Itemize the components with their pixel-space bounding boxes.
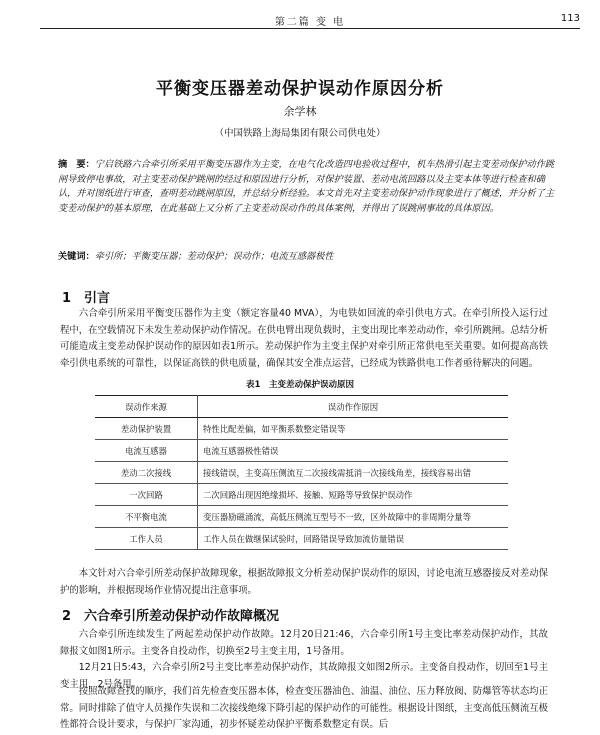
article-affiliation: （中国铁路上海局集团有限公司供电处） (214, 128, 386, 139)
table-row (95, 484, 508, 506)
table-row (95, 418, 508, 440)
table-cell-source: 不平衡电流 (95, 506, 198, 528)
keywords-label: 关键词： (58, 251, 95, 262)
table-header-cell: 误动作作原因 (198, 396, 509, 418)
body-paragraph: 按照故障查找的顺序，我们首先检查变压器本体，检查变压器油色、油温、油位、压力释放阀、防爆管等状态均正常。同时排除了值守人员操作失误和二次接线绝缘下降引起的保护动作的可能性。根据设计图纸，主变高低压侧流互极性都符合设计要求，与保护厂家沟通，初步怀疑差动保护平衡系数整定有误。后 (60, 686, 548, 730)
table-caption: 表1 主变差动保护误动原因 (246, 380, 354, 390)
table-cell-source: 工作人员 (95, 528, 198, 550)
table-cell-reason: 特性比配差偏，如平衡系数整定错误等 (198, 418, 509, 440)
section-label: 第二篇 变 电 (274, 17, 346, 28)
table-header-cell: 误动作来源 (95, 396, 198, 418)
table-cell-reason: 二次回路出现因绝缘损坏、接触、短路等导致保护误动作 (198, 484, 509, 506)
table-row (95, 440, 508, 462)
table-cell-reason: 工作人员在做继保试验时，回路错误导致加流仿量错误 (198, 528, 509, 550)
section-number: 2 (62, 609, 72, 624)
body-paragraph: 12月21日5:43，六合牵引所2号主变比率差动保护动作，其故障报文如图2所示。主变备自投动作，切回至1号主变主用，2号备用。 (60, 662, 548, 690)
table-cell-reason: 接线错误，主变高压侧流互二次接线需抵消一次接线角差，接线容易出错 (198, 462, 509, 484)
section-title: 六合牵引所差动保护动作故障概况 (84, 609, 280, 624)
keywords-text: 牵引所；平衡变压器；差动保护；误动作；电流互感器极性 (94, 251, 334, 262)
abstract (58, 158, 558, 216)
table-row (95, 528, 508, 550)
table-cell-source: 差动保护装置 (95, 418, 198, 440)
intro-paragraph: 六合牵引所采用平衡变压器作为主变（额定容量40 MVA），为电铁如回流的牵引供电方式。在牵引所投入运行过程中，在空载情况下未发生差动保护动作情况。在供电臂出现负载时，主变出现比率差动动作，牵引所跳闸。总结分析可能造成主变差动保护误动作的原因如表1所示。差动保护作为主变主保护对牵引所正常供电至关重要。如何提高高铁牵引供电系统的可靠性，以保证高铁的供电质量，确保其安全准点运营，已经成为铁路供电工作者亟待解决的问题。 (60, 308, 548, 369)
table-cell-reason: 变压器励磁涌流，高低压侧流互型号不一致，区外故障中的非周期分量等 (198, 506, 509, 528)
page-number: 113 (560, 13, 580, 24)
article-title: 平衡变压器差动保护误动作原因分析 (156, 79, 444, 99)
section-title: 引言 (84, 291, 111, 306)
table-note-paragraph: 本文针对六合牵引所差动保护故障现象，根据故障报文分析差动保护误动作的原因，讨论电流互感器接反对差动保护的影响，并根据现场作业情况提出注意事项。 (60, 568, 548, 596)
section-heading-1 (62, 287, 110, 306)
cause-table (95, 395, 508, 550)
body-paragraph: 六合牵引所连续发生了两起差动保护动作故障。12月20日21:46，六合牵引所1号主变比率差动保护动作，其故障报文如图1所示。主变各自投动作，切换至2号主变主用，1号备用。 (60, 629, 548, 657)
table-row (95, 462, 508, 484)
table-cell-source: 差动二次接线 (95, 462, 198, 484)
section-number: 1 (62, 291, 72, 306)
table-cell-reason: 电流互感器极性错误 (198, 440, 509, 462)
table-cell-source: 电流互感器 (95, 440, 198, 462)
article-author: 余学林 (283, 105, 317, 118)
abstract-text: 宁启铁路六合牵引所采用平衡变压器作为主变，在电气化改造四电验收过程中，机车热滑引起主变差动保护动作跳闸导致停电事故，对主变差动保护跳闸的经过和原因进行分析，对保护装置、差动电流回路以及主变本体等进行检查和确认，并对图纸进行审查，查明差动跳闸原因，并总结分析经验。本文首先对主变差动保护动作现象进行了概述，并分析了主变差动保护的基本原理，在此基础上又分析了主变差动误动作的具体案例，并得出了误跳闸事故的具体原因。 (58, 159, 555, 214)
section-heading-2 (62, 605, 279, 624)
keywords (58, 248, 568, 262)
running-header (40, 10, 580, 29)
abstract-label: 摘 要： (58, 159, 95, 170)
table-row (95, 506, 508, 528)
table-cell-source: 一次回路 (95, 484, 198, 506)
table-header-row (95, 396, 508, 418)
